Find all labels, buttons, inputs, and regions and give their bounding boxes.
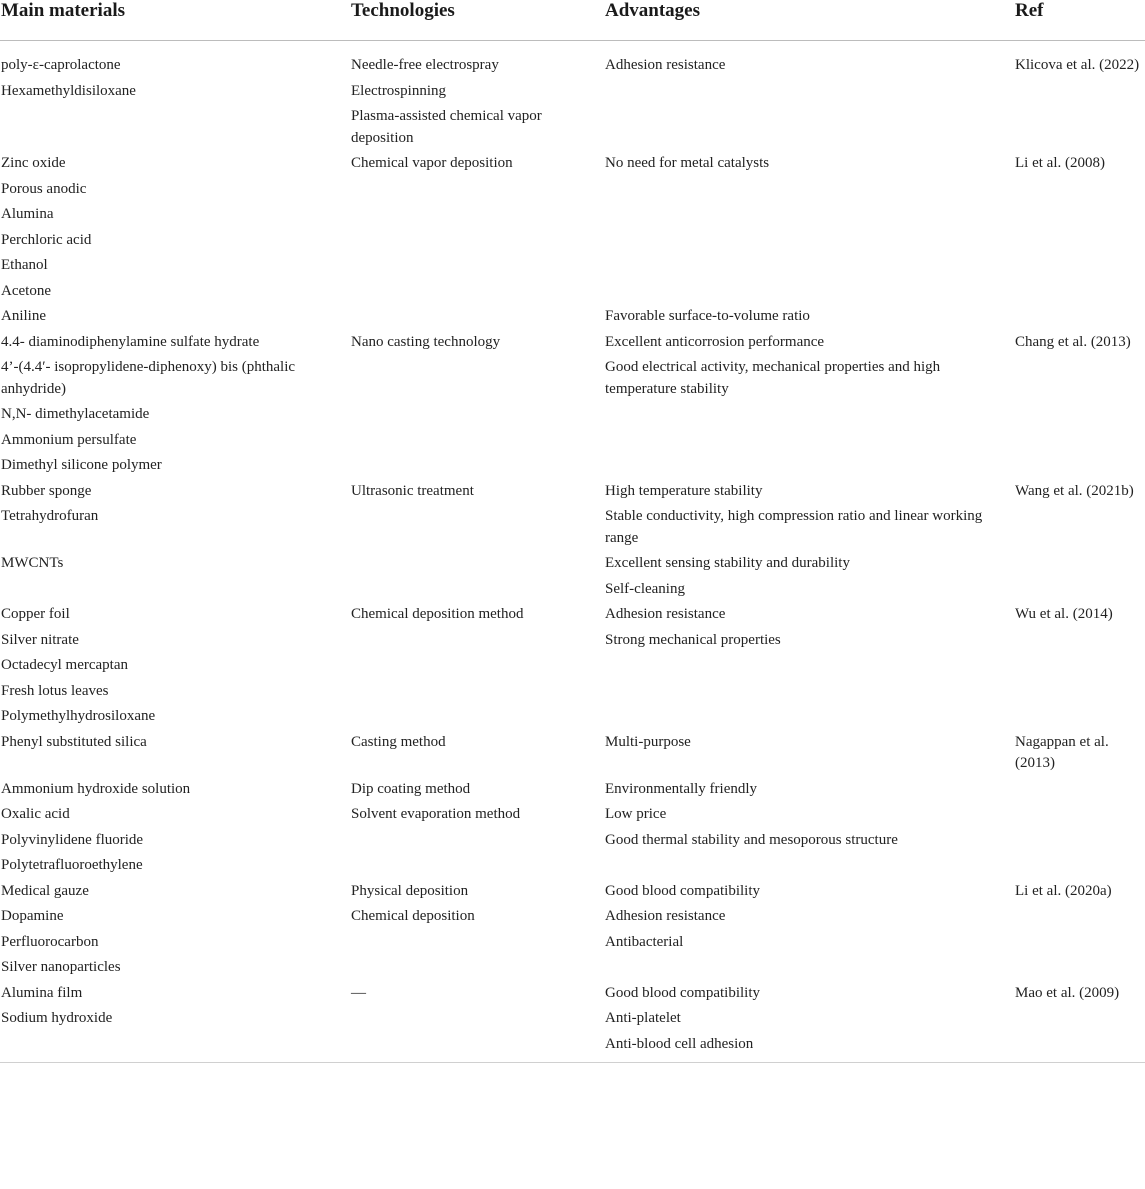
table-row xyxy=(0,1004,1145,1030)
cell-technology xyxy=(350,277,604,303)
cell-material: Porous anodic xyxy=(1,180,87,197)
cell-material: Copper foil xyxy=(1,606,70,622)
cell-ref xyxy=(1014,902,1145,928)
table-row xyxy=(0,353,1145,400)
cell-technology xyxy=(350,251,604,277)
cell-ref: Klicova et al. (2022) xyxy=(1015,57,1140,73)
cell-advantage: No need for metal catalysts xyxy=(605,155,770,171)
cell-advantage xyxy=(604,451,1014,477)
cell-ref xyxy=(1014,451,1145,477)
cell-technology xyxy=(350,1004,604,1030)
cell-advantage: Good thermal stability and mesoporous structure xyxy=(605,831,898,848)
cell-material: Perfluorocarbon xyxy=(1,933,99,950)
cell-advantage xyxy=(604,102,1014,149)
table-row xyxy=(0,226,1145,252)
cell-advantage: High temperature stability xyxy=(605,482,763,499)
table-row xyxy=(0,175,1145,201)
cell-ref xyxy=(1014,251,1145,277)
cell-material: N,N- dimethylacetamide xyxy=(1,406,150,422)
cell-technology: Physical deposition xyxy=(351,882,469,899)
table-row xyxy=(0,77,1145,103)
table-row xyxy=(0,651,1145,677)
cell-advantage: Adhesion resistance xyxy=(605,908,726,924)
table-row xyxy=(0,200,1145,226)
cell-material: Perchloric acid xyxy=(1,231,92,248)
cell-advantage: Strong mechanical properties xyxy=(605,631,781,648)
cell-technology xyxy=(350,651,604,677)
table-row xyxy=(0,775,1145,801)
cell-ref xyxy=(1014,1030,1145,1063)
cell-material: Alumina xyxy=(1,206,54,222)
cell-ref xyxy=(1014,426,1145,452)
cell-ref xyxy=(1014,175,1145,201)
table-row xyxy=(0,149,1145,175)
cell-ref: Nagappan et al. (2013) xyxy=(1015,733,1109,771)
cell-material: Fresh lotus leaves xyxy=(1,682,109,699)
cell-ref: Chang et al. (2013) xyxy=(1015,333,1131,350)
cell-material xyxy=(0,575,350,601)
table-row xyxy=(0,502,1145,549)
cell-ref xyxy=(1014,702,1145,728)
cell-ref xyxy=(1014,200,1145,226)
table-row xyxy=(0,877,1145,903)
cell-advantage xyxy=(604,77,1014,103)
cell-technology: Chemical vapor deposition xyxy=(351,155,513,171)
cell-material: Phenyl substituted silica xyxy=(1,733,147,750)
cell-material: Silver nitrate xyxy=(1,631,79,648)
cell-material: Silver nanoparticles xyxy=(1,959,121,975)
cell-ref xyxy=(1014,651,1145,677)
cell-technology xyxy=(350,826,604,852)
cell-ref xyxy=(1014,1004,1145,1030)
table-row xyxy=(0,600,1145,626)
cell-technology: Electrospinning xyxy=(351,82,446,99)
cell-advantage xyxy=(604,200,1014,226)
cell-advantage: Low price xyxy=(605,806,667,822)
cell-ref xyxy=(1014,502,1145,549)
cell-advantage xyxy=(604,702,1014,728)
header-ref: Ref xyxy=(1014,0,1145,41)
table-row xyxy=(0,549,1145,575)
cell-material: Sodium hydroxide xyxy=(1,1010,113,1026)
cell-technology xyxy=(350,626,604,652)
cell-material: poly-ε-caprolactone xyxy=(1,57,121,73)
table-row xyxy=(0,251,1145,277)
cell-material: Tetrahydrofuran xyxy=(1,508,99,524)
table-row xyxy=(0,102,1145,149)
cell-material: 4.4- diaminodiphenylamine sulfate hydrate xyxy=(1,333,260,350)
table-row xyxy=(0,1030,1145,1063)
cell-technology xyxy=(350,302,604,328)
cell-technology: Solvent evaporation method xyxy=(351,806,521,822)
cell-technology xyxy=(350,353,604,400)
cell-advantage: Antibacterial xyxy=(605,933,684,950)
cell-material: MWCNTs xyxy=(1,555,64,571)
table-row xyxy=(0,979,1145,1005)
cell-ref xyxy=(1014,353,1145,400)
cell-advantage xyxy=(604,851,1014,877)
cell-ref xyxy=(1014,226,1145,252)
cell-advantage xyxy=(604,400,1014,426)
cell-technology: Needle-free electrospray xyxy=(351,57,499,73)
cell-ref xyxy=(1014,626,1145,652)
cell-technology xyxy=(350,851,604,877)
cell-advantage: Good electrical activity, mechanical properties and high temperature stability xyxy=(605,359,941,397)
cell-ref: Li et al. (2008) xyxy=(1015,155,1105,171)
cell-ref xyxy=(1014,851,1145,877)
cell-technology: Dip coating method xyxy=(351,780,471,797)
header-technologies: Technologies xyxy=(350,0,604,41)
cell-technology xyxy=(350,502,604,549)
cell-advantage xyxy=(604,226,1014,252)
table-row xyxy=(0,41,1145,77)
cell-material: Alumina film xyxy=(1,984,83,1001)
cell-technology xyxy=(350,702,604,728)
cell-advantage: Anti-platelet xyxy=(605,1010,681,1026)
cell-advantage xyxy=(604,426,1014,452)
table-row xyxy=(0,426,1145,452)
table-row xyxy=(0,400,1145,426)
cell-advantage: Favorable surface-to-volume ratio xyxy=(605,308,810,324)
cell-technology: Chemical deposition method xyxy=(351,606,524,622)
cell-technology: Ultrasonic treatment xyxy=(351,482,474,499)
cell-ref: Li et al. (2020a) xyxy=(1015,882,1112,899)
cell-material: Ammonium hydroxide solution xyxy=(1,780,191,797)
cell-material: Medical gauze xyxy=(1,882,89,899)
cell-material: 4’-(4.4′- isopropylidene-diphenoxy) bis (phthalic anhydride) xyxy=(1,359,296,397)
cell-technology xyxy=(350,426,604,452)
cell-advantage: Multi-purpose xyxy=(605,733,691,750)
cell-technology xyxy=(350,400,604,426)
cell-advantage xyxy=(604,277,1014,303)
cell-material: Polymethylhydrosiloxane xyxy=(1,708,156,724)
cell-advantage xyxy=(604,953,1014,979)
table-row xyxy=(0,826,1145,852)
cell-material: Rubber sponge xyxy=(1,482,92,499)
table-header-row xyxy=(0,0,1145,41)
cell-technology: Nano casting technology xyxy=(351,333,501,350)
cell-advantage: Self-cleaning xyxy=(605,580,685,597)
cell-material: Polytetrafluoroethylene xyxy=(1,857,143,873)
cell-material: Ammonium persulfate xyxy=(1,431,137,448)
table-row xyxy=(0,953,1145,979)
cell-advantage: Anti-blood cell adhesion xyxy=(604,1030,1014,1063)
table-row xyxy=(0,328,1145,354)
cell-advantage: Good blood compatibility xyxy=(605,984,760,1001)
cell-technology: Casting method xyxy=(351,733,446,750)
cell-advantage: Adhesion resistance xyxy=(605,606,726,622)
cell-technology: Chemical deposition xyxy=(351,908,475,924)
table-row xyxy=(0,677,1145,703)
cell-technology xyxy=(350,575,604,601)
cell-material xyxy=(0,102,350,149)
table-row xyxy=(0,902,1145,928)
cell-material: Ethanol xyxy=(1,257,48,273)
cell-ref: Mao et al. (2009) xyxy=(1015,984,1120,1001)
cell-ref xyxy=(1014,928,1145,954)
table-row xyxy=(0,928,1145,954)
table-row xyxy=(0,477,1145,503)
cell-ref xyxy=(1014,575,1145,601)
cell-technology xyxy=(350,175,604,201)
cell-technology xyxy=(350,677,604,703)
cell-technology xyxy=(350,226,604,252)
table-row xyxy=(0,800,1145,826)
header-advantages: Advantages xyxy=(604,0,1014,41)
table-row xyxy=(0,302,1145,328)
cell-material: Zinc oxide xyxy=(1,155,66,171)
cell-advantage: Stable conductivity, high compression ratio and linear working range xyxy=(605,508,983,546)
cell-ref xyxy=(1014,953,1145,979)
cell-material: Hexamethyldisiloxane xyxy=(1,82,136,99)
table-row xyxy=(0,575,1145,601)
cell-material: Oxalic acid xyxy=(1,806,70,822)
cell-ref: Wang et al. (2021b) xyxy=(1015,482,1134,499)
cell-ref xyxy=(1014,400,1145,426)
cell-advantage: Adhesion resistance xyxy=(605,57,726,73)
cell-advantage: Excellent sensing stability and durability xyxy=(605,555,850,571)
cell-technology: — xyxy=(351,984,366,1001)
cell-advantage: Good blood compatibility xyxy=(605,882,760,899)
table-row xyxy=(0,451,1145,477)
table-row xyxy=(0,277,1145,303)
cell-material: Polyvinylidene fluoride xyxy=(1,831,144,848)
cell-ref xyxy=(1014,826,1145,852)
cell-material: Aniline xyxy=(1,308,46,324)
cell-material: Dimethyl silicone polymer xyxy=(1,457,162,473)
cell-material: Acetone xyxy=(1,282,51,299)
cell-ref xyxy=(1014,277,1145,303)
table-row xyxy=(0,702,1145,728)
cell-technology: Plasma-assisted chemical vapor deposition xyxy=(351,108,542,146)
cell-advantage: Environmentally friendly xyxy=(605,780,758,797)
table-row xyxy=(0,728,1145,775)
cell-ref xyxy=(1014,302,1145,328)
cell-advantage xyxy=(604,251,1014,277)
cell-technology xyxy=(350,953,604,979)
cell-advantage xyxy=(604,677,1014,703)
cell-technology xyxy=(350,928,604,954)
table-body xyxy=(0,41,1145,1063)
cell-advantage xyxy=(604,651,1014,677)
cell-ref: Wu et al. (2014) xyxy=(1015,606,1113,622)
cell-technology xyxy=(350,1030,604,1063)
cell-technology xyxy=(350,451,604,477)
cell-material: Octadecyl mercaptan xyxy=(1,657,129,673)
cell-ref xyxy=(1014,549,1145,575)
table-row xyxy=(0,626,1145,652)
cell-ref xyxy=(1014,677,1145,703)
cell-ref xyxy=(1014,800,1145,826)
table-row xyxy=(0,851,1145,877)
header-main-materials: Main materials xyxy=(0,0,350,41)
cell-material: Dopamine xyxy=(1,908,64,924)
cell-ref xyxy=(1014,102,1145,149)
cell-technology xyxy=(350,200,604,226)
cell-material xyxy=(0,1030,350,1063)
cell-ref xyxy=(1014,775,1145,801)
cell-advantage xyxy=(604,175,1014,201)
cell-technology xyxy=(350,549,604,575)
cell-ref xyxy=(1014,77,1145,103)
cell-advantage: Excellent anticorrosion performance xyxy=(605,333,825,350)
